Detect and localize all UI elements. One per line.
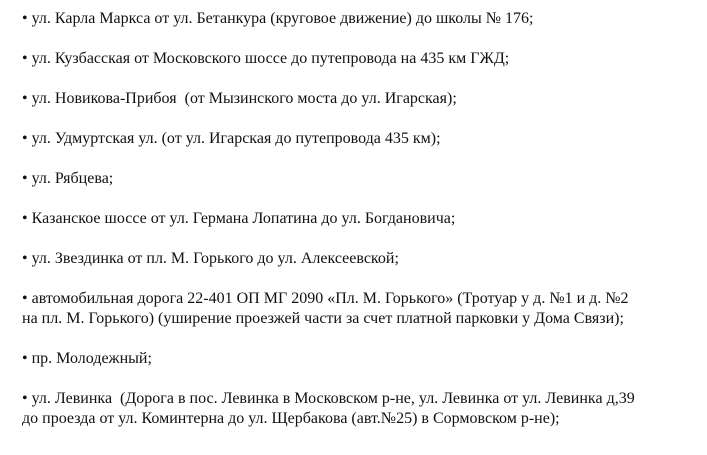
- list-item: [22, 349, 702, 369]
- item-text: ул. Кузбасская от Московского шоссе до путепровода на 435 км ГЖД;: [31, 50, 510, 67]
- item-text: Казанское шоссе от ул. Германа Лопатина до ул. Богдановича;: [31, 210, 456, 227]
- item-text-continued: до проезда от ул. Коминтерна до ул. Щербакова (авт.№25) в Сормовском р-не);: [22, 410, 560, 427]
- list-item: [22, 249, 702, 269]
- item-text: ул. Удмуртская ул. (от ул. Игарская до путепровода 435 км);: [31, 130, 441, 147]
- document-body: [22, 9, 702, 449]
- bullet: •: [22, 10, 28, 27]
- bullet: •: [22, 130, 28, 147]
- item-text: пр. Молодежный;: [31, 350, 152, 367]
- list-item: [22, 89, 702, 109]
- list-item: [22, 129, 702, 149]
- item-text: ул. Левинка (Дорога в пос. Левинка в Московском р-не, ул. Левинка от ул. Левинка д,39: [31, 390, 635, 407]
- item-text: ул. Звездинка от пл. М. Горького до ул. Алексеевской;: [31, 250, 399, 267]
- bullet: •: [22, 210, 28, 227]
- bullet: •: [22, 90, 28, 107]
- item-text-continued: на пл. М. Горького) (уширение проезжей части за счет платной парковки у Дома Связи);: [22, 310, 624, 327]
- list-item: [22, 49, 702, 69]
- bullet: •: [22, 170, 28, 187]
- item-text: ул. Рябцева;: [31, 170, 114, 187]
- list-item: [22, 209, 702, 229]
- bullet: •: [22, 250, 28, 267]
- bullet: •: [22, 350, 28, 367]
- bullet: •: [22, 50, 28, 67]
- list-item: [22, 289, 702, 329]
- bullet: •: [22, 390, 28, 407]
- bullet: •: [22, 290, 28, 307]
- item-text: автомобильная дорога 22-401 ОП МГ 2090 «Пл. М. Горького» (Тротуар у д. №1 и д. №2: [31, 290, 629, 307]
- list-item: [22, 169, 702, 189]
- item-text: ул. Карла Маркса от ул. Бетанкура (круговое движение) до школы № 176;: [31, 10, 534, 27]
- item-text: ул. Новикова-Прибоя (от Мызинского моста до ул. Игарская);: [31, 90, 457, 107]
- list-item: [22, 389, 702, 429]
- list-item: [22, 9, 702, 29]
